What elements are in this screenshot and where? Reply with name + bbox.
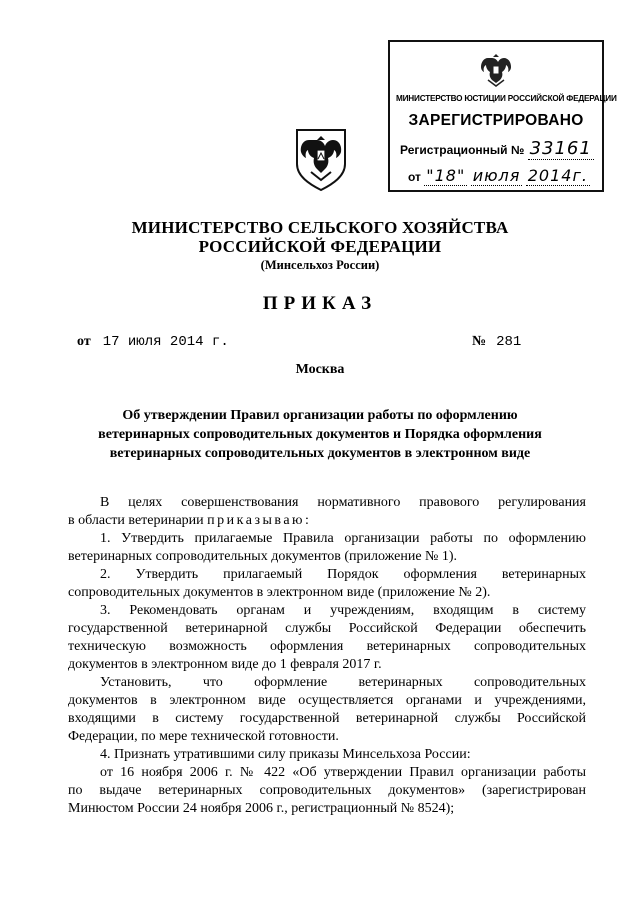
organization-short-name: (Минсельхоз России) <box>260 258 380 272</box>
stamp-date-day: "18" <box>426 166 466 185</box>
body-line: Федерации, по мере технической готовности. <box>68 729 339 744</box>
body-line: государственной ветеринарной службы Российской Федерации обеспечить <box>68 621 586 636</box>
order-title-line1: Об утверждении Правил организации работы по оформлению <box>122 408 518 423</box>
stamp-date-year: 2014г. <box>527 166 588 185</box>
body-line: 4. Признать утратившими силу приказы Минсельхоза России: <box>100 747 471 762</box>
body-line: 1. Утвердить прилагаемые Правила организации работы по оформлению <box>100 531 586 546</box>
stamp-reg-number: 33161 <box>529 138 592 159</box>
body-line: сопроводительных документов в электронном виде (приложение № 2). <box>68 585 491 600</box>
order-title-line3: ветеринарных сопроводительных документов в электронном виде <box>109 446 531 461</box>
organization-name-line2: РОССИЙСКОЙ ФЕДЕРАЦИИ <box>198 237 442 256</box>
body-line <box>68 512 586 530</box>
stamp-date-month: июля <box>472 166 521 185</box>
body-line: документов в электронном виде до 1 февраля 2017 г. <box>68 657 382 672</box>
body-line: ветеринарных сопроводительных документов (приложение № 1). <box>68 549 458 564</box>
order-number-prefix: № <box>472 334 487 349</box>
stamp-registered-label: ЗАРЕГИСТРИРОВАНО <box>408 112 584 129</box>
double-headed-eagle-icon <box>478 50 514 88</box>
coat-of-arms-icon <box>293 126 349 192</box>
body-line: 2. Утвердить прилагаемый Порядок оформления ветеринарных <box>100 567 586 582</box>
stamp-date-line <box>408 166 590 185</box>
stamp-reg-label: Регистрационный № <box>400 143 525 157</box>
order-date: 17 июля 2014 г. <box>102 334 229 350</box>
order-verb: приказываю: <box>207 513 312 528</box>
document-type: ПРИКАЗ <box>262 293 378 314</box>
organization-name-line1: МИНИСТЕРСТВО СЕЛЬСКОГО ХОЗЯЙСТВА <box>131 218 509 237</box>
body-line: Минюстом России 24 ноября 2006 г., регистрационный № 8524); <box>68 801 455 816</box>
body-line: от 16 ноября 2006 г. № 422 «Об утверждении Правил организации работы <box>100 765 586 780</box>
order-number-line <box>472 334 521 350</box>
body-line: Установить, что оформление ветеринарных сопроводительных <box>100 675 586 690</box>
body-text: в области ветеринарии <box>68 513 204 528</box>
order-date-line <box>77 334 229 350</box>
body-line: 3. Рекомендовать органам и учреждениям, входящим в систему <box>100 603 586 618</box>
order-title-line2: ветеринарных сопроводительных документов и Порядка оформления <box>98 427 542 442</box>
order-number: 281 <box>496 334 522 350</box>
city: Москва <box>295 362 345 377</box>
body-line: В целях совершенствования нормативного правового регулирования <box>100 495 586 510</box>
registration-stamp <box>388 40 617 192</box>
stamp-registration-number-line <box>400 138 594 159</box>
body-line: входящими в систему государственной ветеринарной службы Российской <box>68 711 586 726</box>
body-line: по выдаче ветеринарных сопроводительных документов» (зарегистрирован <box>68 783 586 798</box>
order-date-prefix: от <box>77 334 91 349</box>
stamp-date-prefix: от <box>408 170 421 184</box>
body-line: техническую возможность оформления ветеринарных сопроводительных <box>68 639 586 654</box>
stamp-ministry-name: МИНИСТЕРСТВО ЮСТИЦИИ РОССИЙСКОЙ ФЕДЕРАЦИИ <box>396 94 617 103</box>
body-line: документов в электронном виде осуществляется органами и учреждениями, <box>68 693 586 708</box>
